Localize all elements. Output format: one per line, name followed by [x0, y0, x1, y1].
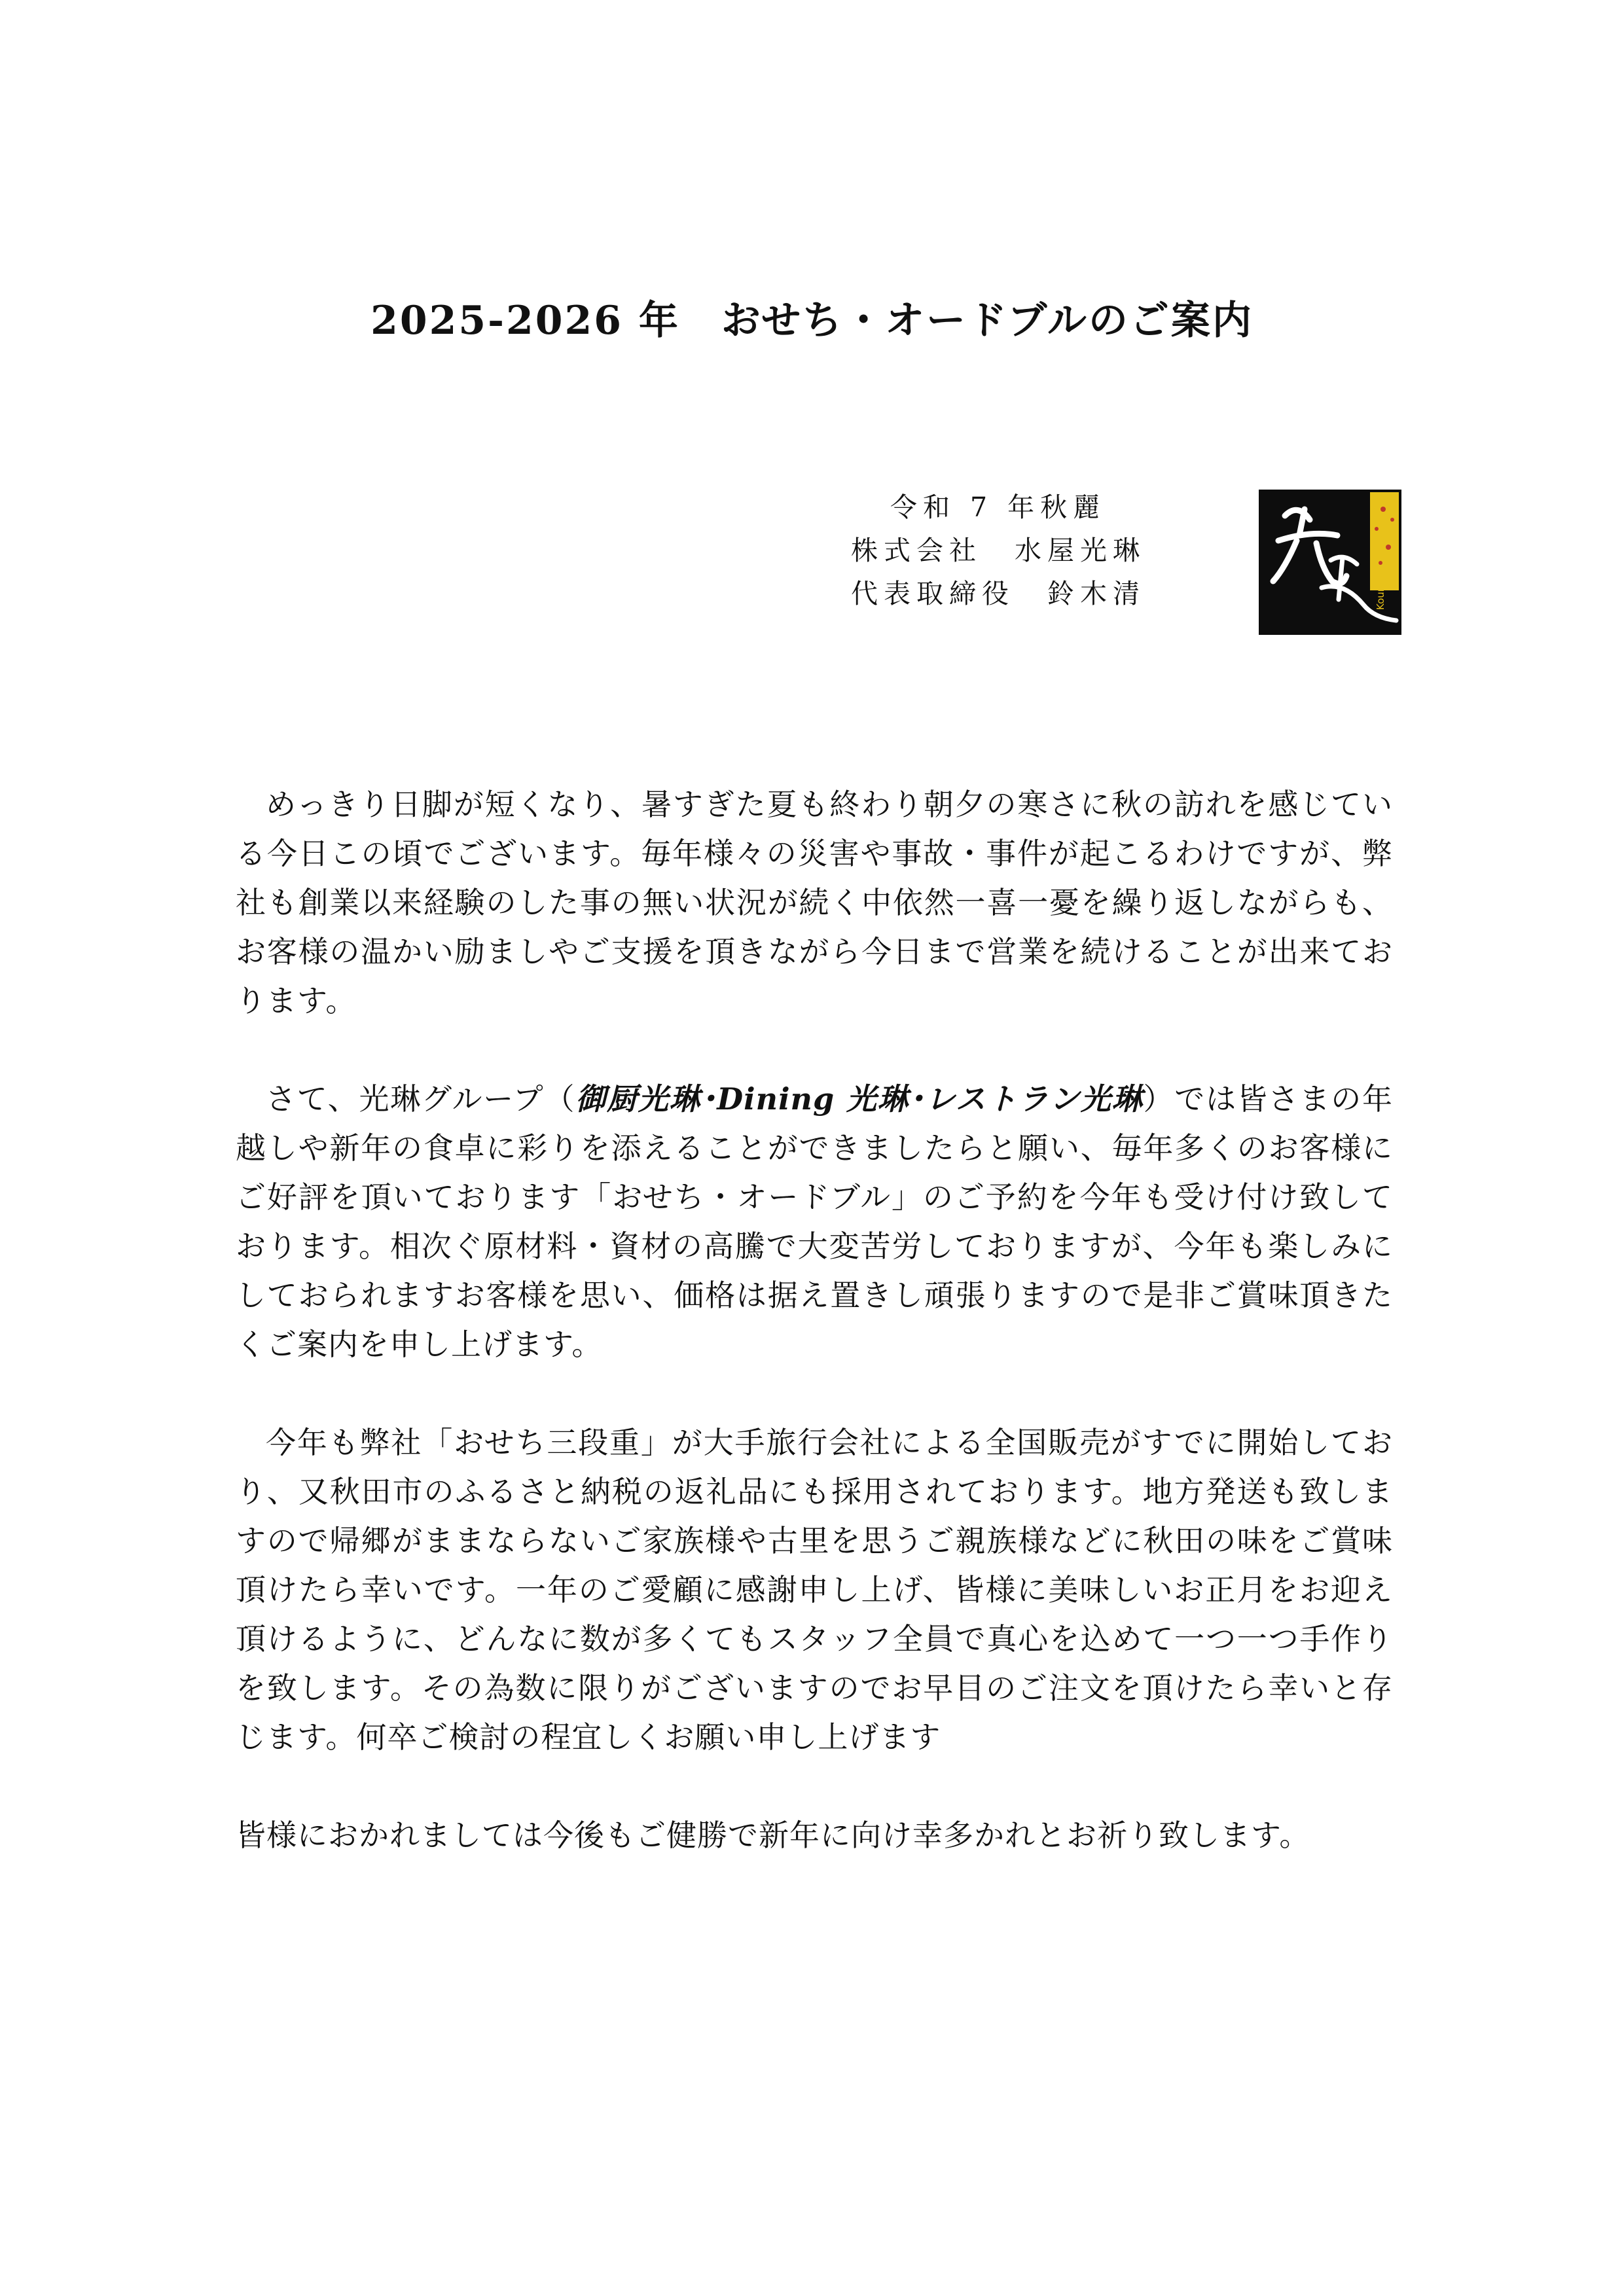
letter-body [236, 780, 1393, 1909]
paragraph-announcement-before: さて、光琳グループ（ [266, 1081, 576, 1117]
paragraph-announcement-after: ）では皆さまの年越しや新年の食卓に彩りを添えることができましたらと願い、毎年多くのお客様にご好評を頂いております「おせち・オードブル」のご予約を今年も受け付け致しております。相次ぐ原材料・資材の高騰で大変苦労しておりますが、今年も楽しみにしておられますお客様を思い、価格は据え置きし頑張りますので是非ご賞味頂きたくご案内を申し上げます。 [236, 1081, 1394, 1362]
letter-date: 令和 7 年秋麗 [890, 492, 1106, 523]
logo-accent-bar [1370, 492, 1399, 590]
group-restaurant-names: 御厨光琳･Dining 光琳･レストラン光琳 [575, 1081, 1144, 1117]
kourin-logo [1259, 490, 1401, 635]
page-title: 2025-2026 年 おせち・オードブルのご案内 [370, 298, 1254, 344]
logo-sub-text: Kourin [1375, 579, 1386, 610]
sender-block [851, 486, 1237, 615]
company-name: 株式会社 水屋光琳 [851, 535, 1146, 566]
paragraph-announcement [236, 1075, 1393, 1369]
paragraph-details: 今年も弊社「おせち三段重」が大手旅行会社による全国販売がすでに開始しており、又秋田市のふるさと納税の返礼品にも採用されております。地方発送も致しますので帰郷がままならないご家族様や古里を思うご親族様などに秋田の味をご賞味頂けたら幸いです。一年のご愛顧に感謝申し上げ、皆様に美味しいお正月をお迎え頂けるように、どんなに数が多くてもスタッフ全員で真心を込めて一つ一つ手作りを致します。その為数に限りがございますのでお早目のご注文を頂けたら幸いと存じます。何卒ご検討の程宜しくお願い申し上げます [236, 1425, 1393, 1755]
representative-name: 代表取締役 鈴木清 [851, 578, 1146, 609]
paragraph-greeting: めっきり日脚が短くなり、暑すぎた夏も終わり朝夕の寒さに秋の訪れを感じている今日この頃でございます。毎年様々の災害や事故・事件が起こるわけですが、弊社も創業以来経験のした事の無い状況が続く中依然一喜一憂を繰り返しながらも、お客様の温かい励ましやご支援を頂きながら今日まで営業を続けることが出来ております。 [236, 787, 1393, 1018]
paragraph-closing: 皆様におかれましては今後もご健勝で新年に向け幸多かれとお祈り致します。 [236, 1818, 1310, 1853]
